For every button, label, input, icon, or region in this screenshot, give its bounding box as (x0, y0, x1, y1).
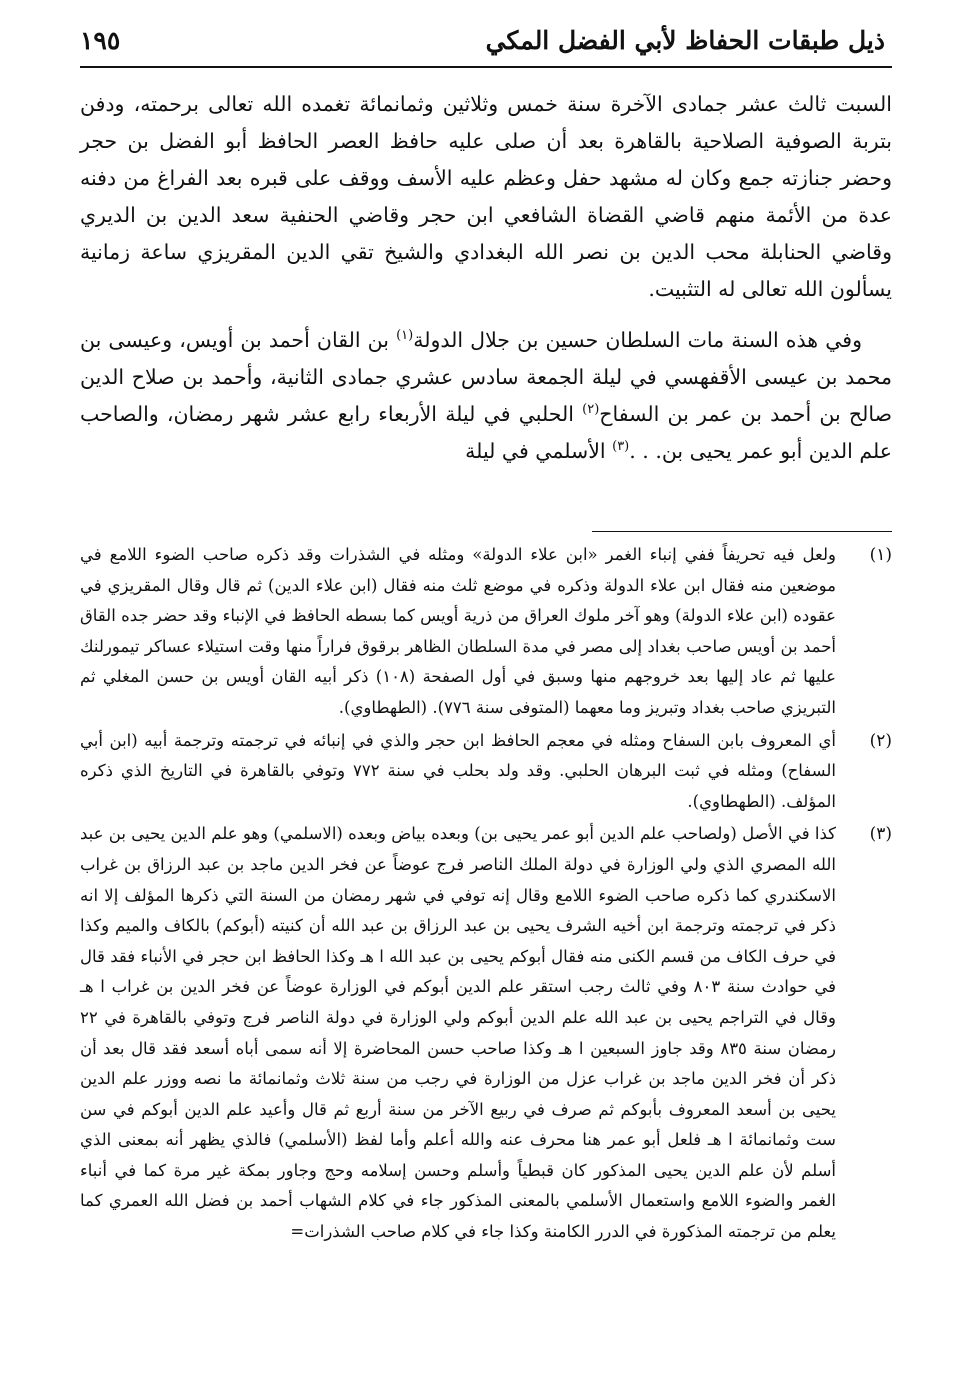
page-header (80, 22, 885, 72)
text-run: وفي هذه السنة مات السلطان حسين بن جلال الدولة (413, 328, 862, 352)
footnote-text: ولعل فيه تحريفاً ففي إنباء الغمر «ابن علاء الدولة» ومثله في الشذرات وقد ذكره صاحب الضوء اللامع في موضعين منه فقال ابن علاء الدولة وذكره في موضع ثلث منه فقال (ابن علاء الدين) ثم قال وقال المقريزي في عقوده (ابن علاء الدولة) وهو آخر ملوك العراق من ذرية أويس كما بسطه الحافظ في الإنباء وقد حضر جده القاق أحمد بن أويس صاحب بغداد إلى مصر في مدة السلطان الظاهر برقوق فراراً منها وقت استيلاء عساكر تيمورلنك عليها ثم عاد إليها بعد خروجهم منها وسبق في أول الصفحة (١٠٨) ذكر أبيه القان أويس بن حسن المغلي ثم التبريزي صاحب بغداد وتبريز وما معهما (المتوفى سنة ٧٧٦). (الطهطاوي). (80, 545, 836, 717)
page-number: ١٩٥ (80, 26, 121, 55)
text-run: الحلبي في ليلة الأربعاء رابع عشر شهر رمضان، والصاحب علم الدين أبو عمر يحيى بن. . . (80, 402, 892, 463)
paragraph: السبت ثالث عشر جمادى الآخرة سنة خمس وثلاثين وثمانمائة تغمده الله تعالى برحمته، ودفن بتربة الصوفية الصلاحية بالقاهرة بعد أن صلى عليه حافظ العصر الحافظ أبو الفضل بن حجر وحضر جنازته جمع وكان له مشهد حفل وعظم عليه الأسف ووقف على قبره بعد الفراغ من دفنه عدة من الأئمة منهم قاضي القضاة الشافعي ابن حجر وقاضي الحنفية سعد الدين بن الديري وقاضي الحنابلة محب الدين بن نصر الله البغدادي والشيخ تقي الدين المقريزي ساعة زمانية يسألون الله تعالى له التثبيت. (80, 92, 892, 301)
footnote (80, 819, 892, 1247)
footnote-reference[interactable]: (٢) (582, 402, 600, 418)
running-title: ذيل طبقات الحفاظ لأبي الفضل المكي (485, 26, 885, 55)
footnote-number: (٢) (869, 730, 892, 751)
main-text (80, 86, 892, 470)
header-rule (80, 66, 892, 68)
text-run: بن القان أحمد بن أويس، وعيسى بن محمد بن عيسى الأقفهسي في ليلة الجمعة سادس عشري جمادى الثانية، وأحمد بن صلاح الدين صالح بن أحمد بن عمر بن السفاح (80, 328, 892, 426)
text-run: الأسلمي في ليلة (465, 439, 613, 463)
footnote-number: (٣) (869, 824, 892, 845)
footnote-separator (592, 531, 892, 532)
paragraph (80, 322, 892, 470)
footnotes (80, 540, 892, 1250)
footnote-text: كذا في الأصل (ولصاحب علم الدين أبو عمر يحيى بن) وبعده بياض وبعده (الاسلمي) وهو علم الدين يحيى بن عبد الله المصري الذي ولي الوزارة في دولة الملك الناصر فرج عوضاً عن فخر الدين ماجد بن عبد الرزاق بن غراب الاسكندري كما ذكره صاحب الضوء اللامع وقال إنه توفي في شهر رمضان من السنة التي ذكرها المؤلف إلا انه ذكر في ترجمته وترجمة ابن أخيه الشرف يحيى بن عبد الرزاق بن عبد الله أن كنيته (أبوكم) بالكاف والميم وكذا في حرف الكاف من قسم الكنى منه فقال أبوكم يحيى بن عبد الله ا هـ وكذا الحافظ ابن حجر في الأنباء فقد قال في حوادث سنة ٨٠٣ وفي ثالث رجب استقر علم الدين أبوكم في الوزارة عوضاً عن فخر الدين بن غراب ا هـ وقال في التراجم يحيى بن عبد الله علم الدين أبوكم ولي الوزارة في دولة الناصر فرج وتوفي بالقاهرة في ٢٢ رمضان سنة ٨٣٥ وقد جاوز السبعين ا هـ وكذا صاحب حسن المحاضرة إلا أنه سمى أباه أسعد فقد قال بعد أن ذكر أن فخر الدين ماجد بن غراب عزل من الوزارة في رجب من سنة ثلاث وثمانمائة ما نصه ووزر علم الدين يحيى بن أسعد المعروف بأبوكم ثم صرف في ربيع الآخر من سنة أربع ثم قال وأعيد علم الدين أبوكم في سن ست وثمانمائة ا هـ فلعل أبو عمر هنا محرف عنه والله أعلم وأما لفظ (الأسلمي) فالذي يظهر أنه بمعنى الذي أسلم لأن علم الدين يحيى المذكور كان قبطياً وأسلم وحسن إسلامه وحج وجاور بمكة غير مرة كما في أنباء الغمر والضوء اللامع واستعمال الأسلمي بالمعنى المذكور جاء في كلام الشهاب أحمد بن فضل الله العمري كما يعلم من ترجمته المذكورة في الدرر الكامنة وكذا جاء في كلام صاحب الشذرات= (80, 824, 836, 1242)
footnote-reference[interactable]: (١) (396, 328, 414, 344)
footnote (80, 540, 892, 724)
footnote-number: (١) (869, 545, 892, 565)
footnote-reference[interactable]: (٣) (612, 439, 630, 455)
footnote (80, 726, 892, 818)
footnote-text: أي المعروف بابن السفاح ومثله في معجم الحافظ ابن حجر والذي في إنبائه في ترجمته وترجمة أبيه (ابن أبي السفاح) ومثله في ثبت البرهان الحلبي. وقد ولد بحلب في سنة ٧٧٢ وتوفي بالقاهرة في التاريخ الذي ذكره المؤلف. (الطهطاوي). (80, 730, 836, 811)
